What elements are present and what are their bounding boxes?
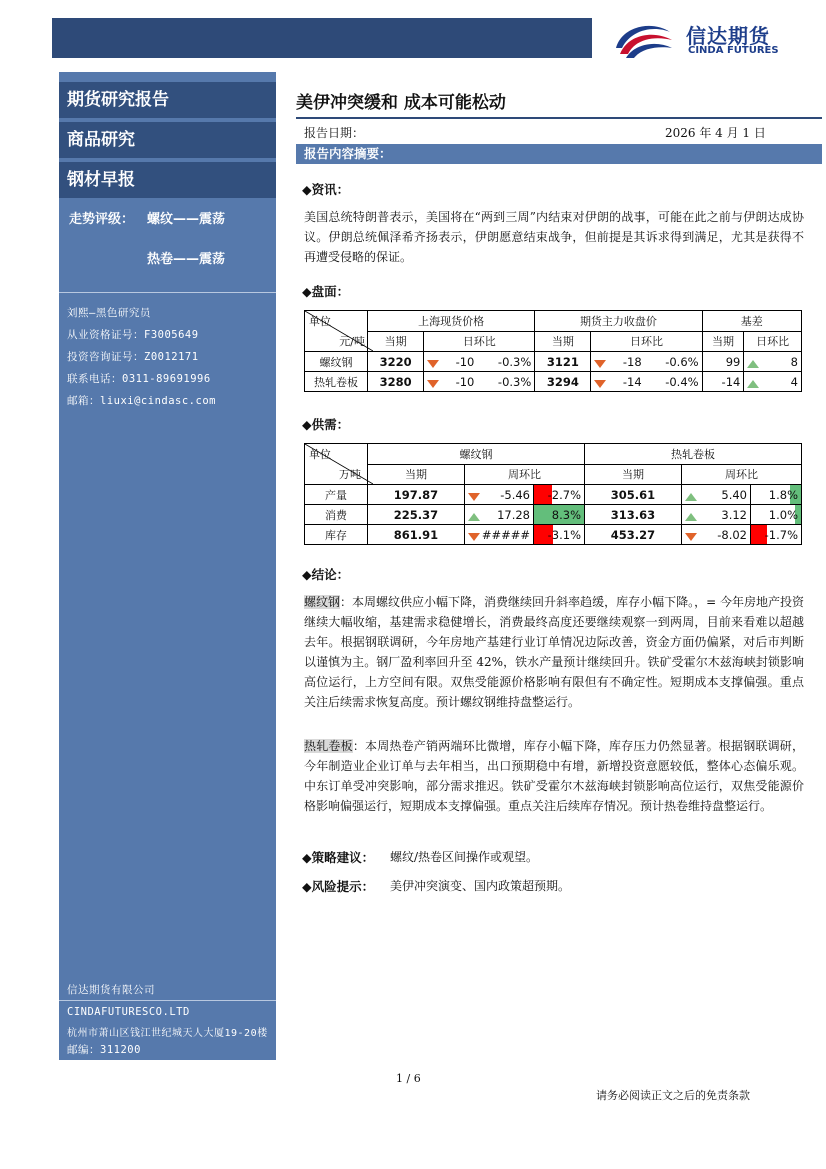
company-name: 信达期货有限公司 bbox=[67, 984, 155, 996]
futures-change-pct: -0.6% bbox=[645, 352, 702, 372]
triangle-down-icon bbox=[594, 380, 606, 388]
rebar-value: 225.37 bbox=[368, 505, 465, 525]
rebar-change: -5.46 bbox=[500, 487, 530, 502]
triangle-down-icon bbox=[468, 493, 480, 501]
supply-row-name: 消费 bbox=[305, 505, 368, 525]
futures-price: 3121 bbox=[535, 352, 591, 372]
logo-mark-icon bbox=[612, 18, 674, 60]
triangle-down-icon bbox=[427, 380, 439, 388]
market-unit-bottom: 元/吨 bbox=[339, 335, 365, 348]
risk-text: 美伊冲突演变、国内政策超预期。 bbox=[390, 879, 571, 893]
rebar-change-pct: 8.3% bbox=[551, 507, 581, 522]
sidebar-divider bbox=[59, 292, 276, 293]
sidebar bbox=[59, 72, 276, 1060]
risk-heading: ◆风险提示： bbox=[302, 879, 375, 894]
table-row bbox=[305, 505, 802, 525]
table-row bbox=[305, 352, 802, 372]
market-sub-header: 日环比 bbox=[591, 331, 702, 352]
rebar-value: 861.91 bbox=[368, 525, 465, 545]
hrc-change: -8.02 bbox=[717, 527, 747, 542]
futures-change-pct: -0.4% bbox=[645, 372, 702, 392]
market-sub-header: 日环比 bbox=[744, 331, 802, 352]
logo-text-cn: 信达期货 bbox=[686, 24, 770, 48]
spot-change: -10 bbox=[455, 354, 475, 369]
triangle-down-icon bbox=[468, 533, 480, 541]
analyst-name: 刘熙—黑色研究员 bbox=[67, 307, 151, 319]
hrc-change: 5.40 bbox=[721, 487, 747, 502]
market-sub-header: 当期 bbox=[368, 331, 424, 352]
abstract-bar: 报告内容摘要： bbox=[296, 144, 822, 164]
supply-row-name: 产量 bbox=[305, 485, 368, 505]
table-row bbox=[305, 372, 802, 392]
header-bar bbox=[52, 18, 592, 58]
futures-change: -18 bbox=[622, 354, 642, 369]
rebar-change: ##### bbox=[481, 527, 530, 542]
conclusion-heading: ◆结论： bbox=[302, 567, 350, 582]
triangle-down-icon bbox=[685, 533, 697, 541]
rating-label: 走势评级： bbox=[69, 212, 135, 227]
company-site: CINDAFUTURESCO.LTD bbox=[67, 1006, 190, 1018]
sidebar-divider-bottom bbox=[59, 1000, 276, 1001]
news-text: 美国总统特朗普表示，美国将在“两到三周”内结束对伊朗的战事，可能在此之前与伊朗达成协议。伊朗总统佩泽希齐扬表示，伊朗愿意结束战争，但前提是其诉求得到满足，尤其是获得不再遭受侵略的保证。 bbox=[304, 210, 804, 264]
supply-sub-header: 当期 bbox=[368, 464, 465, 485]
supply-unit-cell bbox=[305, 444, 368, 485]
basis-change: 8 bbox=[790, 354, 798, 369]
rebar-change-pct: -2.7% bbox=[547, 487, 581, 502]
sidebar-heading-commodity: 商品研究 bbox=[59, 122, 276, 158]
triangle-up-icon bbox=[747, 380, 759, 388]
supply-table bbox=[304, 443, 802, 545]
triangle-down-icon bbox=[427, 360, 439, 368]
market-group-spot: 上海现货价格 bbox=[368, 311, 535, 332]
triangle-down-icon bbox=[594, 360, 606, 368]
supply-group-rebar: 螺纹钢 bbox=[368, 444, 585, 465]
market-unit-top: 单位 bbox=[309, 315, 331, 328]
email-address: 邮箱：liuxi@cindasc.com bbox=[67, 395, 216, 407]
rating-hrc: 热卷——震荡 bbox=[147, 252, 226, 267]
triangle-up-icon bbox=[468, 513, 480, 521]
report-title: 美伊冲突缓和 成本可能松动 bbox=[296, 93, 506, 113]
market-group-futures: 期货主力收盘价 bbox=[535, 311, 702, 332]
market-sub-header: 当期 bbox=[702, 331, 744, 352]
hrc-change-pct: 1.8% bbox=[768, 487, 798, 502]
cinda-logo bbox=[612, 18, 802, 60]
market-heading: ◆盘面： bbox=[302, 284, 350, 299]
rebar-change-pct: -3.1% bbox=[547, 527, 581, 542]
strategy-text: 螺纹/热卷区间操作或观望。 bbox=[390, 850, 539, 864]
news-heading: ◆资讯： bbox=[302, 182, 350, 197]
futures-price: 3294 bbox=[535, 372, 591, 392]
hrc-value: 313.63 bbox=[585, 505, 682, 525]
hrc-value: 453.27 bbox=[585, 525, 682, 545]
page-number: 1 / 6 bbox=[396, 1072, 421, 1085]
license-number: 从业资格证号：F3005649 bbox=[67, 329, 199, 341]
market-row-name: 螺纹钢 bbox=[305, 352, 368, 372]
supply-sub-header: 当期 bbox=[585, 464, 682, 485]
conclusion-rebar bbox=[304, 592, 804, 712]
supply-unit-bottom: 万吨 bbox=[339, 468, 361, 481]
company-address: 杭州市萧山区钱江世纪城天人大厦19-20楼 bbox=[67, 1028, 268, 1039]
rebar-value: 197.87 bbox=[368, 485, 465, 505]
supply-group-hrc: 热轧卷板 bbox=[585, 444, 802, 465]
conclusion-hrc bbox=[304, 736, 804, 816]
spot-change-pct: -0.3% bbox=[477, 352, 534, 372]
supply-unit-top: 单位 bbox=[309, 448, 331, 461]
rebar-conclusion-text: ：本周螺纹供应小幅下降，消费继续回升斜率趋缓，库存小幅下降。，= 今年房地产投资继续大幅收缩，基建需求稳健增长，消费最终高度还要继续观察一到两周，目前来看难以超越去年。根据钢联调研，今年房地产基建行业订单情况边际改善，资金方面仍偏紧，对后市判断以谨慎为主。钢厂盈利率回升至 42%，铁水产量预计继续回升。铁矿受霍尔木兹海峡封锁影响高位运行，上方空间有限。双焦受能源价格影响有限但有不确定性。短期成本支撑偏强。重点关注后续需求恢复高度。预计螺纹钢维持盘整运行。 bbox=[304, 595, 804, 709]
market-sub-header: 日环比 bbox=[424, 331, 535, 352]
disclaimer-note: 请务必阅读正文之后的免责条款 bbox=[596, 1089, 750, 1102]
market-row-name: 热轧卷板 bbox=[305, 372, 368, 392]
market-sub-header: 当期 bbox=[535, 331, 591, 352]
consult-number: 投资咨询证号：Z0012171 bbox=[67, 351, 199, 363]
sidebar-heading-steel: 钢材早报 bbox=[59, 162, 276, 198]
hrc-conclusion-text: ：本周热卷产销两端环比微增，库存小幅下降，库存压力仍然显著。根据钢联调研，今年制造业企业订单与去年相当，出口预期稳中有增，新增投资意愿较低，整体心态偏乐观。中东订单受冲突影响，部分需求推迟。铁矿受霍尔木兹海峡封锁影响高位运行，双焦受能源价格影响偏强运行，短期成本支撑偏强。重点关注后续库存情况。预计热卷维持盘整运行。 bbox=[304, 739, 804, 813]
spot-price: 3280 bbox=[368, 372, 424, 392]
basis-value: 99 bbox=[702, 352, 744, 372]
logo-text-en: CINDA FUTURES bbox=[688, 45, 779, 56]
supply-heading: ◆供需： bbox=[302, 417, 350, 432]
supply-row-name: 库存 bbox=[305, 525, 368, 545]
title-rule bbox=[296, 117, 822, 119]
strategy-heading: ◆策略建议： bbox=[302, 850, 375, 865]
hrc-tag: 热轧卷板 bbox=[304, 739, 353, 753]
rebar-tag: 螺纹钢 bbox=[304, 595, 341, 609]
triangle-up-icon bbox=[747, 360, 759, 368]
spot-change-pct: -0.3% bbox=[477, 372, 534, 392]
supply-sub-header: 周环比 bbox=[465, 464, 585, 485]
market-unit-cell bbox=[305, 311, 368, 352]
hrc-value: 305.61 bbox=[585, 485, 682, 505]
triangle-up-icon bbox=[685, 513, 697, 521]
hrc-change: 3.12 bbox=[721, 507, 747, 522]
spot-change: -10 bbox=[455, 374, 475, 389]
basis-value: -14 bbox=[702, 372, 744, 392]
rebar-change: 17.28 bbox=[497, 507, 530, 522]
hrc-change-pct: 1.0% bbox=[768, 507, 798, 522]
table-row bbox=[305, 525, 802, 545]
rating-rebar: 螺纹——震荡 bbox=[147, 212, 226, 227]
market-table bbox=[304, 310, 802, 392]
phone-number: 联系电话：0311-89691996 bbox=[67, 373, 211, 385]
date-label: 报告日期： bbox=[304, 126, 365, 140]
basis-change: 4 bbox=[790, 374, 798, 389]
table-row bbox=[305, 485, 802, 505]
futures-change: -14 bbox=[622, 374, 642, 389]
company-zip: 邮编：311200 bbox=[67, 1044, 141, 1056]
supply-sub-header: 周环比 bbox=[682, 464, 802, 485]
spot-price: 3220 bbox=[368, 352, 424, 372]
report-date: 2026 年 4 月 1 日 bbox=[665, 126, 766, 140]
triangle-up-icon bbox=[685, 493, 697, 501]
market-group-basis: 基差 bbox=[702, 311, 801, 332]
sidebar-heading-report: 期货研究报告 bbox=[59, 82, 276, 118]
hrc-change-pct: -1.7% bbox=[764, 527, 798, 542]
